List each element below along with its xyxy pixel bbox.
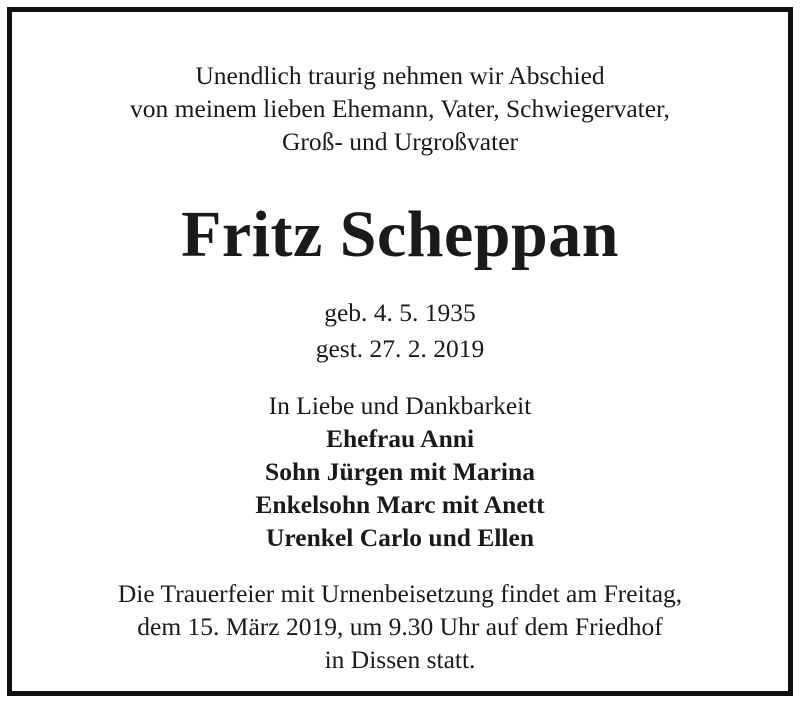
mourners-block xyxy=(12,389,788,554)
funeral-details xyxy=(12,577,788,676)
birth-date: geb. 4. 5. 1935 xyxy=(324,298,476,327)
intro-text xyxy=(12,59,788,158)
mourner-name: Ehefrau Anni xyxy=(325,424,475,453)
life-dates xyxy=(12,295,788,367)
mourner-name: Enkelsohn Marc mit Anett xyxy=(255,490,545,519)
deceased-name: Fritz Scheppan xyxy=(181,198,619,271)
obituary-frame xyxy=(7,7,793,696)
funeral-line: in Dissen statt. xyxy=(324,645,476,674)
mourner-name: Sohn Jürgen mit Marina xyxy=(265,457,535,486)
mourner-name: Urenkel Carlo und Ellen xyxy=(265,523,535,552)
funeral-line: dem 15. März 2019, um 9.30 Uhr auf dem Friedhof xyxy=(137,612,663,641)
farewell-text: In Liebe und Dankbarkeit xyxy=(268,391,532,420)
intro-line: Unendlich traurig nehmen wir Abschied xyxy=(195,61,605,90)
intro-line: von meinem lieben Ehemann, Vater, Schwiegervater, xyxy=(130,94,670,123)
intro-line: Groß- und Urgroßvater xyxy=(281,127,519,156)
funeral-line: Die Trauerfeier mit Urnenbeisetzung findet am Freitag, xyxy=(117,579,683,608)
death-date: gest. 27. 2. 2019 xyxy=(315,334,485,363)
